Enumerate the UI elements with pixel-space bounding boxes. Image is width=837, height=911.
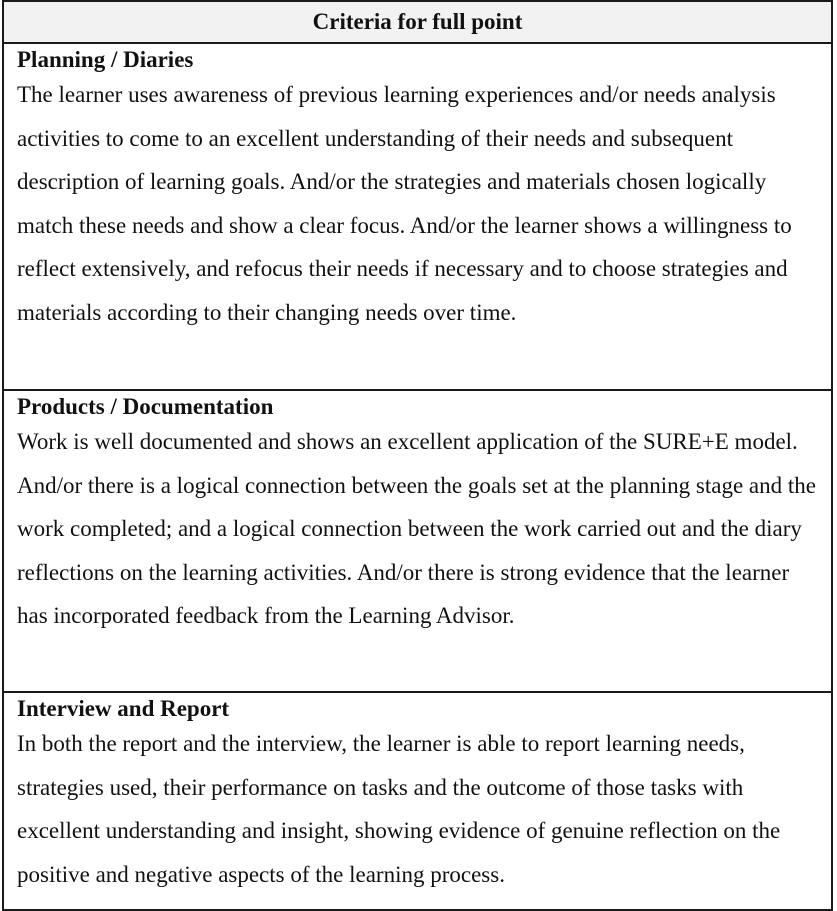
section-body: The learner uses awareness of previous learning experiences and/or needs analysis activities to come to an excellent understanding of their needs and subsequent description of learning goals. And/or the strategies and materials chosen logically match these needs and show a clear focus. And/or the learner shows a willingness to reflect extensively, and refocus their needs if necessary and to choose strategies and materials according to their changing needs over time. — [17, 82, 792, 325]
table-header: Criteria for full point — [4, 2, 831, 44]
section-interview-report — [4, 693, 831, 909]
section-title: Planning / Diaries — [17, 47, 194, 72]
section-body: In both the report and the interview, the learner is able to report learning needs, strategies used, their performance on tasks and the outcome of those tasks with excellent understanding and insight, showing evidence of genuine reflection on the positive and negative aspects of the learning process. — [17, 731, 781, 887]
section-title: Products / Documentation — [17, 394, 274, 419]
section-planning-diaries — [4, 44, 831, 391]
section-title: Interview and Report — [17, 696, 230, 721]
section-body: Work is well documented and shows an excellent application of the SURE+E model. And/or there is a logical connection between the goals set at the planning stage and the work completed; and a logical connection between the work carried out and the diary reflections on the learning activities. And/or there is strong evidence that the learner has incorporated feedback from the Learning Advisor. — [17, 429, 816, 628]
criteria-table — [2, 0, 833, 911]
section-products-documentation — [4, 391, 831, 693]
